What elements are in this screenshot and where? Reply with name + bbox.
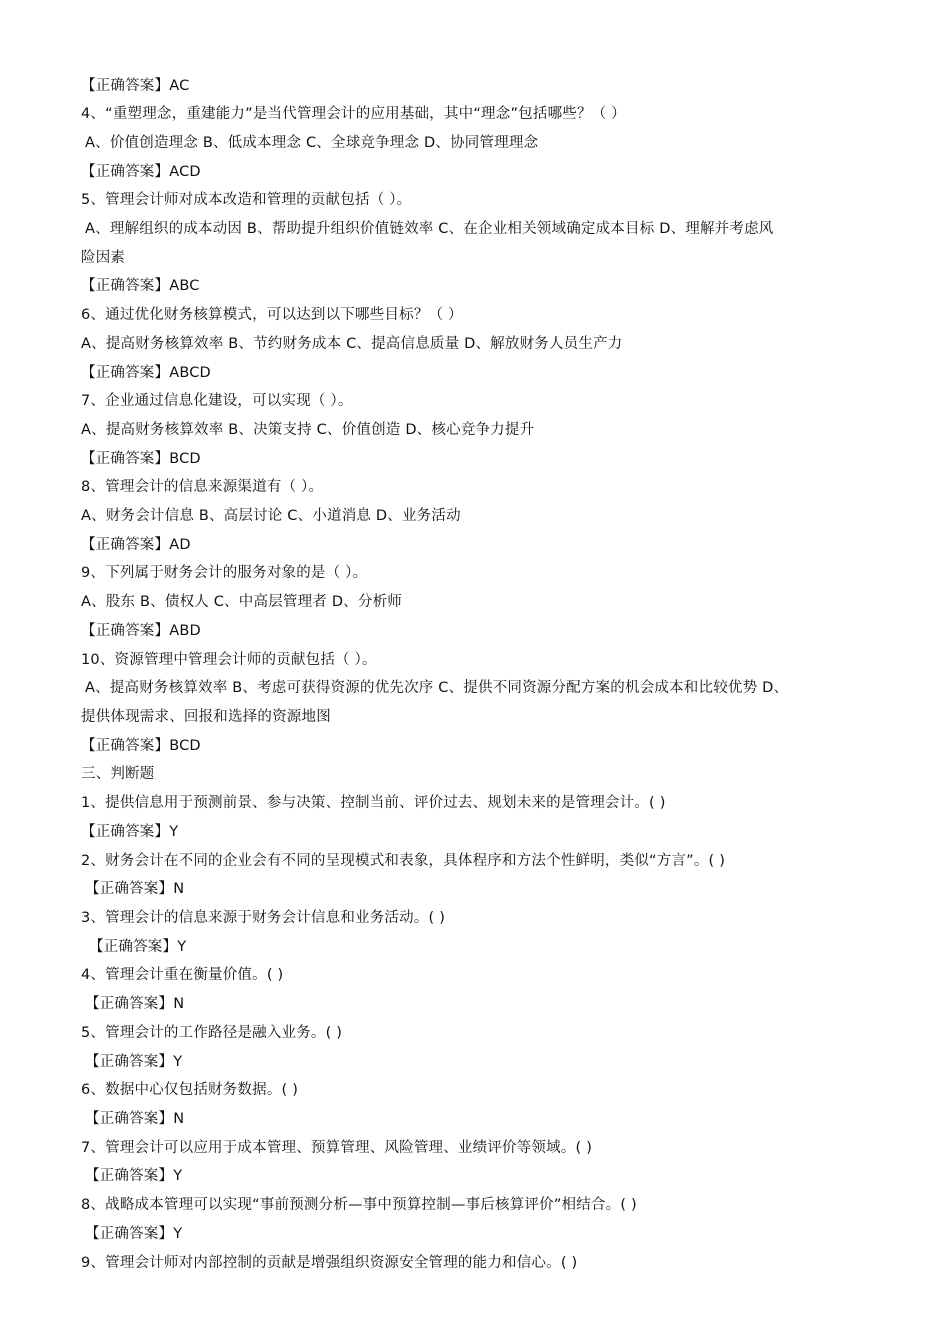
question-line: 4、管理会计重在衡量价值。( ): [81, 967, 284, 983]
question-line: 7、管理会计可以应用于成本管理、预算管理、风险管理、业绩评价等领域。( ): [81, 1140, 593, 1156]
question-line: 8、管理会计的信息来源渠道有（ ）。: [81, 479, 324, 495]
options-line: A、提高财务核算效率 B、节约财务成本 C、提高信息质量 D、解放财务人员生产力: [81, 336, 623, 352]
answer-line: 【正确答案】N: [85, 1111, 185, 1127]
options-line-continued: 险因素: [81, 250, 126, 266]
answer-line: 【正确答案】Y: [81, 824, 179, 840]
answer-line: 【正确答案】Y: [85, 1168, 183, 1184]
answer-line: 【正确答案】BCD: [81, 738, 201, 754]
answer-line: 【正确答案】N: [85, 881, 185, 897]
answer-line: 【正确答案】Y: [85, 1226, 183, 1242]
question-line: 2、财务会计在不同的企业会有不同的呈现模式和表象，具体程序和方法个性鲜明，类似“方言”。( ): [81, 853, 726, 869]
question-line: 6、数据中心仅包括财务数据。( ): [81, 1082, 299, 1098]
answer-line: 【正确答案】BCD: [81, 451, 201, 467]
question-line: 3、管理会计的信息来源于财务会计信息和业务活动。( ): [81, 910, 446, 926]
question-line: 6、通过优化财务核算模式，可以达到以下哪些目标？（ ）: [81, 307, 463, 323]
answer-line: 【正确答案】ABC: [81, 278, 200, 294]
question-line: 9、管理会计师对内部控制的贡献是增强组织资源安全管理的能力和信心。( ): [81, 1255, 578, 1271]
answer-line: 【正确答案】AD: [81, 537, 191, 553]
answer-line: 【正确答案】N: [85, 996, 185, 1012]
answer-line: 【正确答案】ACD: [81, 164, 201, 180]
options-line: A、理解组织的成本动因 B、帮助提升组织价值链效率 C、在企业相关领域确定成本目标 D、理解并考虑风: [85, 221, 774, 237]
options-line: A、财务会计信息 B、高层讨论 C、小道消息 D、业务活动: [81, 508, 461, 524]
options-line: A、提高财务核算效率 B、决策支持 C、价值创造 D、核心竞争力提升: [81, 422, 535, 438]
answer-line: 【正确答案】ABCD: [81, 365, 211, 381]
answer-line: 【正确答案】Y: [89, 939, 187, 955]
question-line: 5、管理会计的工作路径是融入业务。( ): [81, 1025, 343, 1041]
options-line: A、股东 B、债权人 C、中高层管理者 D、分析师: [81, 594, 402, 610]
question-line: 10、资源管理中管理会计师的贡献包括（ ）。: [81, 652, 377, 668]
options-line-continued: 提供体现需求、回报和选择的资源地图: [81, 709, 331, 725]
options-line: A、提高财务核算效率 B、考虑可获得资源的优先次序 C、提供不同资源分配方案的机会成本和比较优势 D、: [85, 680, 789, 696]
answer-line: 【正确答案】ABD: [81, 623, 201, 639]
question-line: 7、企业通过信息化建设，可以实现（ ）。: [81, 393, 353, 409]
section-heading: 三、判断题: [81, 766, 155, 782]
question-line: 8、战略成本管理可以实现“事前预测分析—事中预算控制—事后核算评价”相结合。( ): [81, 1197, 637, 1213]
options-line: A、价值创造理念 B、低成本理念 C、全球竞争理念 D、协同管理理念: [85, 135, 539, 151]
question-line: 4、“重塑理念，重建能力”是当代管理会计的应用基础，其中“理念”包括哪些？（ ）: [81, 106, 626, 122]
answer-line: 【正确答案】AC: [81, 78, 190, 94]
question-line: 9、下列属于财务会计的服务对象的是（ ）。: [81, 565, 368, 581]
question-line: 1、提供信息用于预测前景、参与决策、控制当前、评价过去、规划未来的是管理会计。( ): [81, 795, 666, 811]
question-line: 5、管理会计师对成本改造和管理的贡献包括（ ）。: [81, 192, 412, 208]
answer-line: 【正确答案】Y: [85, 1054, 183, 1070]
